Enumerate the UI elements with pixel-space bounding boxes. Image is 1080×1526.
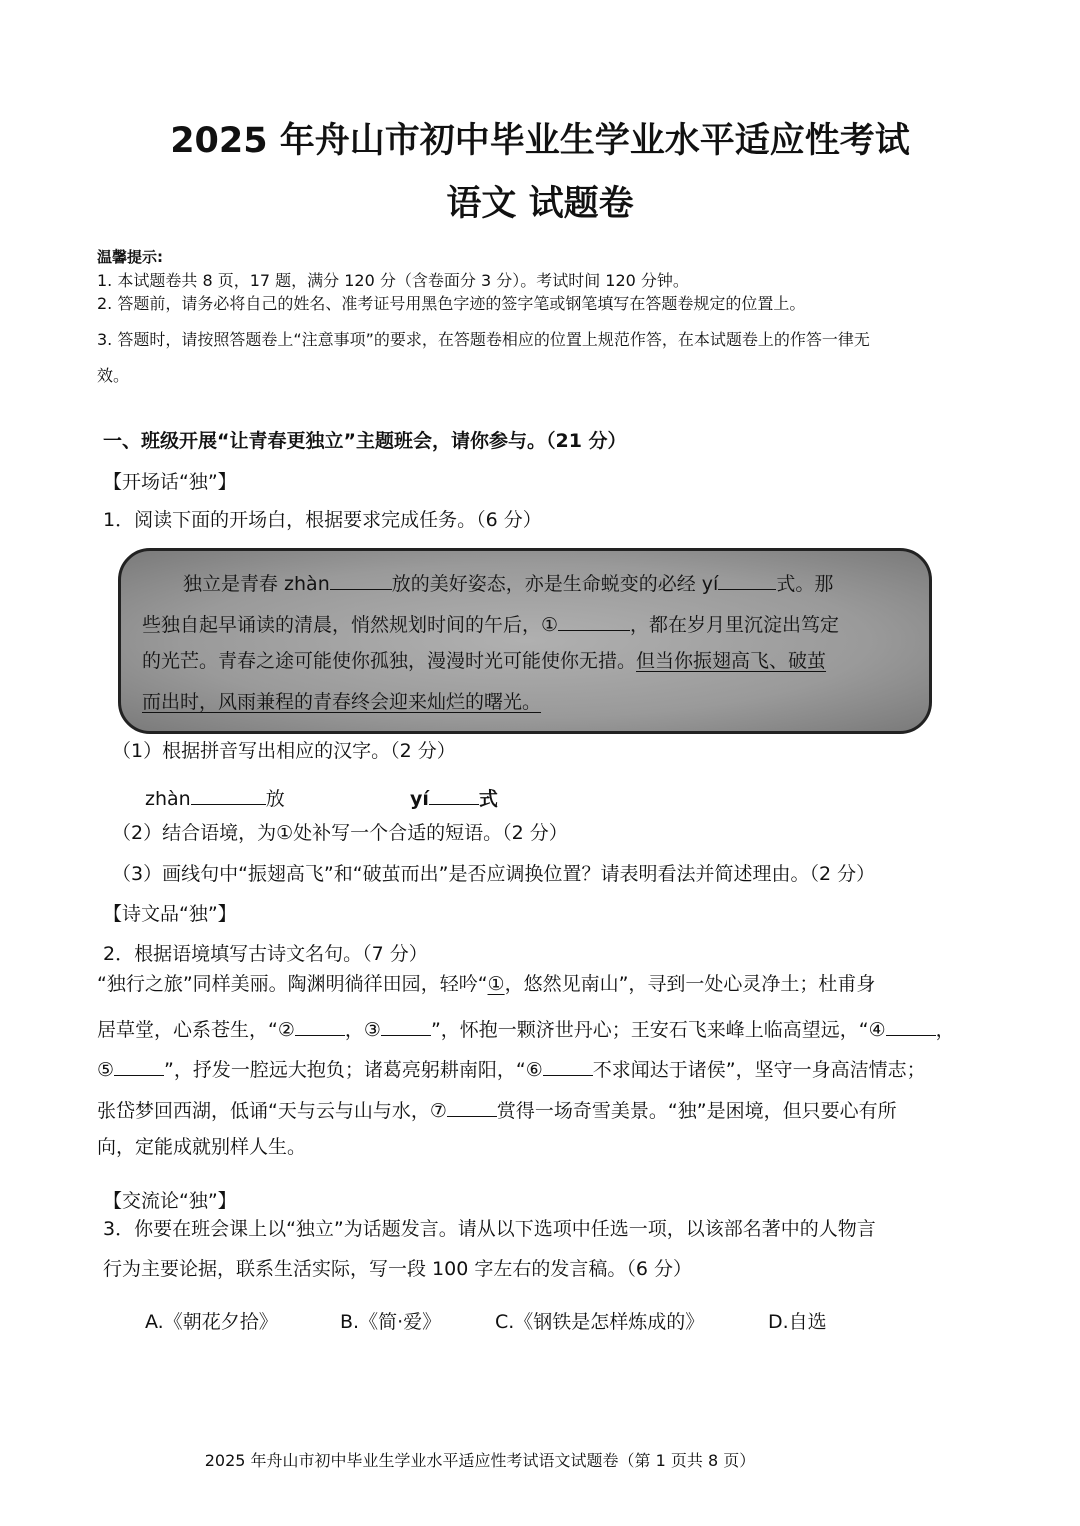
- question-1-3: （3）画线句中“振翅高飞”和“破茧而出”是否应调换位置？请表明看法并简述理由。（2 分）: [112, 863, 876, 885]
- blank: [558, 611, 630, 631]
- tip-item: 1. 本试题卷共 8 页，17 题，满分 120 分（含卷面分 3 分）。考试时间 120 分钟。: [97, 271, 689, 290]
- exam-subtitle: 语文 试题卷: [446, 184, 634, 224]
- text: 些独自起早诵读的清晨，悄然规划时间的午后，①: [142, 614, 559, 636]
- blank: [543, 1056, 593, 1076]
- q2-line: 向，定能成就别样人生。: [97, 1136, 307, 1158]
- option-d: D.自选: [768, 1311, 827, 1333]
- section-heading: 一、班级开展“让青春更独立”主题班会，请你参与。（21 分）: [103, 430, 627, 452]
- question-2: 2．根据语境填写古诗文名句。（7 分）: [103, 943, 428, 965]
- text: ”，抒发一腔远大抱负；诸葛亮躬耕南阳，“⑥: [164, 1059, 543, 1081]
- option-a: A.《朝花夕拾》: [145, 1311, 278, 1333]
- blank: [886, 1016, 936, 1036]
- text: 放的美好姿态，亦是生命蜕变的必经 yí: [391, 573, 719, 595]
- tip-item: 2. 答题前，请务必将自己的姓名、准考证号用黑色字迹的签字笔或钢笔填写在答题卷规定的位置上。: [97, 294, 806, 313]
- blank: [447, 1097, 497, 1117]
- blank: [429, 785, 479, 805]
- text: ，: [935, 1019, 955, 1041]
- passage-line: [183, 570, 833, 594]
- text: 式: [478, 788, 498, 810]
- question-1-2: （2）结合语境，为①处补写一个合适的短语。（2 分）: [112, 822, 568, 844]
- exam-title: 2025 年舟山市初中毕业生学业水平适应性考试: [170, 121, 910, 161]
- option-c: C.《钢铁是怎样炼成的》: [495, 1311, 705, 1333]
- q2-line: [97, 1056, 926, 1080]
- text: 式。那: [776, 573, 834, 595]
- question-1: 1．阅读下面的开场白，根据要求完成任务。（6 分）: [103, 509, 542, 531]
- text: “独行之旅”同样美丽。陶渊明徜徉田园，轻吟“: [97, 973, 488, 995]
- option-b: B.《简·爱》: [340, 1311, 442, 1333]
- blank: [381, 1016, 431, 1036]
- tips-heading: 温馨提示:: [97, 248, 163, 266]
- tip-item: 3. 答题时，请按照答题卷上“注意事项”的要求，在答题卷相应的位置上规范作答，在本试题卷上的作答一律无: [97, 330, 870, 349]
- text: ，悠然见南山”，寻到一处心灵净土；杜甫身: [504, 973, 876, 995]
- passage-line: [142, 611, 839, 635]
- text: yí: [410, 788, 429, 810]
- page-footer: 2025 年舟山市初中毕业生学业水平适应性考试语文试题卷（第 1 页共 8 页）: [204, 1451, 756, 1470]
- text: 的光芒。青春之途可能使你孤独，漫漫时光可能使你无措。: [142, 650, 637, 672]
- passage-line: [142, 652, 826, 671]
- text: 放: [265, 788, 285, 810]
- part-heading: 【开场话“独”】: [103, 471, 237, 493]
- question-1-1: （1）根据拼音写出相应的汉字。（2 分）: [112, 740, 456, 762]
- tip-item: 效。: [97, 366, 130, 385]
- text: 不求闻达于诸侯”，坚守一身高洁情志；: [592, 1059, 926, 1081]
- blank: [295, 1016, 345, 1036]
- text: zhàn: [145, 788, 191, 810]
- text: 居草堂，心系苍生，“②: [97, 1019, 295, 1041]
- q2-line: [97, 975, 875, 994]
- blank: [191, 785, 266, 805]
- underlined-text: 但当你振翅高飞、破茧: [636, 650, 827, 672]
- q2-line: [97, 1097, 897, 1121]
- question-3-cont: 行为主要论据，联系生活实际，写一段 100 字左右的发言稿。（6 分）: [103, 1258, 692, 1280]
- text: ，③: [344, 1019, 381, 1041]
- pinyin-answer: [410, 785, 498, 809]
- text: 赏得一场奇雪美景。“独”是困境，但只要心有所: [496, 1100, 897, 1122]
- blank-1: ①: [487, 973, 505, 995]
- q2-line: [97, 1016, 955, 1040]
- text: ⑤: [97, 1059, 115, 1081]
- text: 独立是青春 zhàn: [183, 573, 330, 595]
- pinyin-answer: [145, 785, 285, 809]
- part-heading: 【交流论“独”】: [103, 1190, 237, 1212]
- text: ”，怀抱一颗济世丹心；王安石飞来峰上临高望远，“④: [430, 1019, 886, 1041]
- underlined-text: 而出时，风雨兼程的青春终会迎来灿烂的曙光。: [142, 691, 542, 713]
- text: ，都在岁月里沉淀出笃定: [630, 614, 840, 636]
- blank: [114, 1056, 164, 1076]
- blank: [718, 570, 776, 590]
- blank: [330, 570, 392, 590]
- part-heading: 【诗文品“独”】: [103, 903, 237, 925]
- question-3: 3．你要在班会课上以“独立”为话题发言。请从以下选项中任选一项，以该部名著中的人物言: [103, 1218, 876, 1240]
- text: 张岱梦回西湖，低诵“天与云与山与水，⑦: [97, 1100, 447, 1122]
